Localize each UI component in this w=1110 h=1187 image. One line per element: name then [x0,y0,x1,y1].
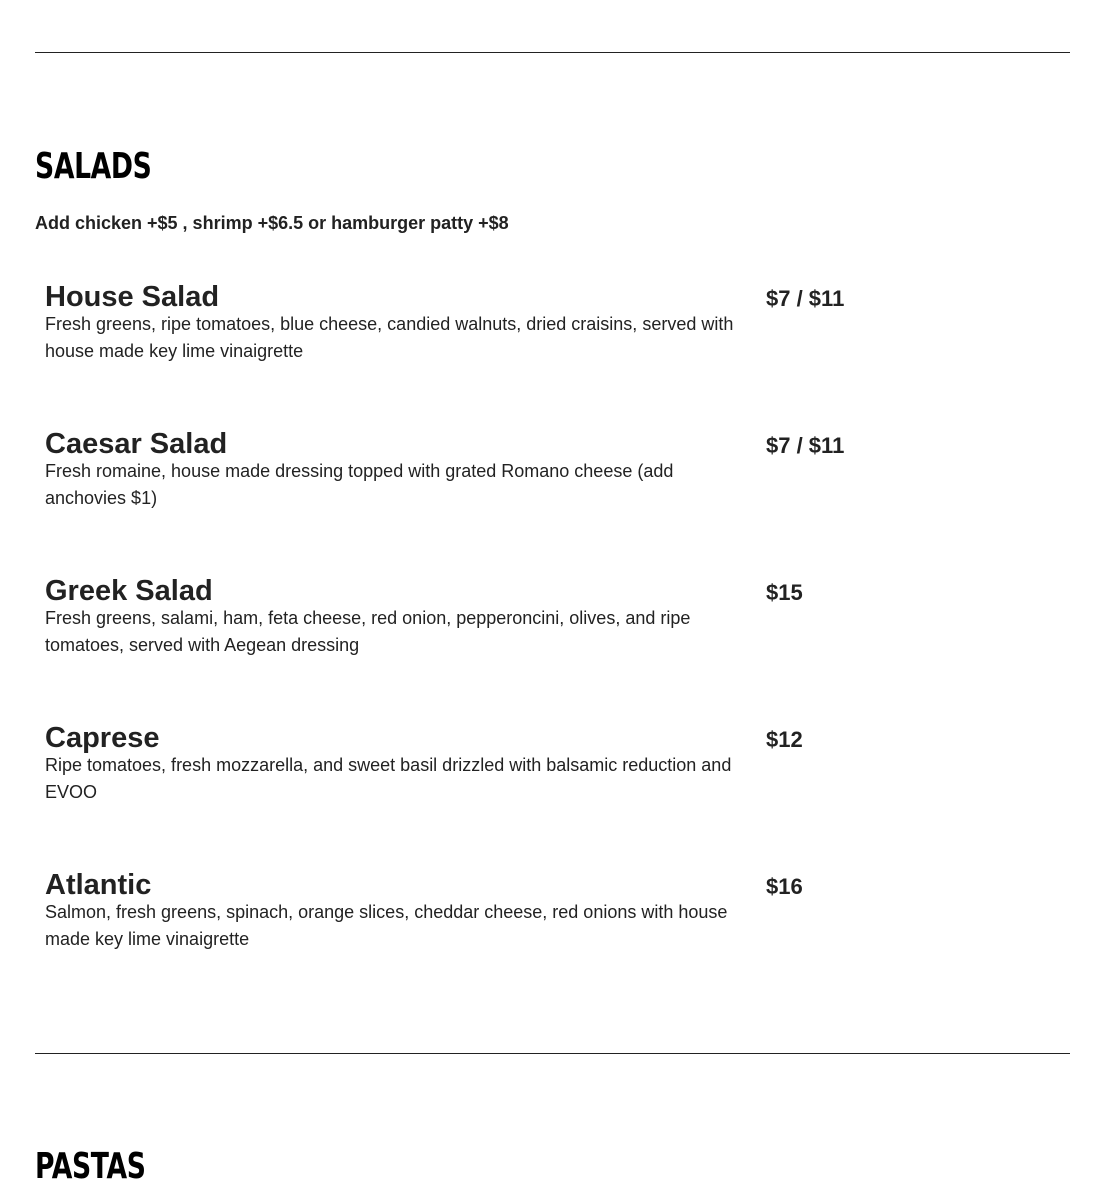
section-title-pastas: PASTAS [35,1146,146,1187]
section-divider-bottom [35,1053,1070,1054]
menu-item-name: Caesar Salad [45,428,228,460]
menu-item-description: Fresh romaine, house made dressing topped with grated Romano cheese (add anchovies $1) [45,461,674,508]
salad-addons-note: Add chicken +$5 , shrimp +$6.5 or hamburger patty +$8 [35,213,509,233]
menu-item-name: Greek Salad [45,575,213,607]
menu-item-price: $16 [766,874,803,899]
menu-item-atlantic [45,868,1070,968]
menu-item-price: $15 [766,580,803,605]
section-title-salads: SALADS [35,146,152,187]
menu-item-house-salad [45,280,1070,380]
menu-item-caprese [45,721,1070,821]
menu-item-description: Fresh greens, ripe tomatoes, blue cheese, candied walnuts, dried craisins, served with house made key lime vinaigrette [45,314,734,361]
menu-item-price: $7 / $11 [766,286,845,311]
menu-item-name: House Salad [45,281,220,313]
menu-item-description: Fresh greens, salami, ham, feta cheese, red onion, pepperoncini, olives, and ripe tomatoes, served with Aegean dressing [45,608,691,655]
menu-item-price: $7 / $11 [766,433,845,458]
section-divider-top [35,52,1070,53]
menu-item-name: Caprese [45,722,160,754]
menu-item-name: Atlantic [45,869,152,901]
menu-item-price: $12 [766,727,803,752]
menu-item-description: Ripe tomatoes, fresh mozzarella, and sweet basil drizzled with balsamic reduction and EVOO [45,755,732,802]
menu-item-description: Salmon, fresh greens, spinach, orange slices, cheddar cheese, red onions with house made key lime vinaigrette [45,902,728,949]
menu-item-greek-salad [45,574,1070,674]
menu-item-caesar-salad [45,427,1070,527]
